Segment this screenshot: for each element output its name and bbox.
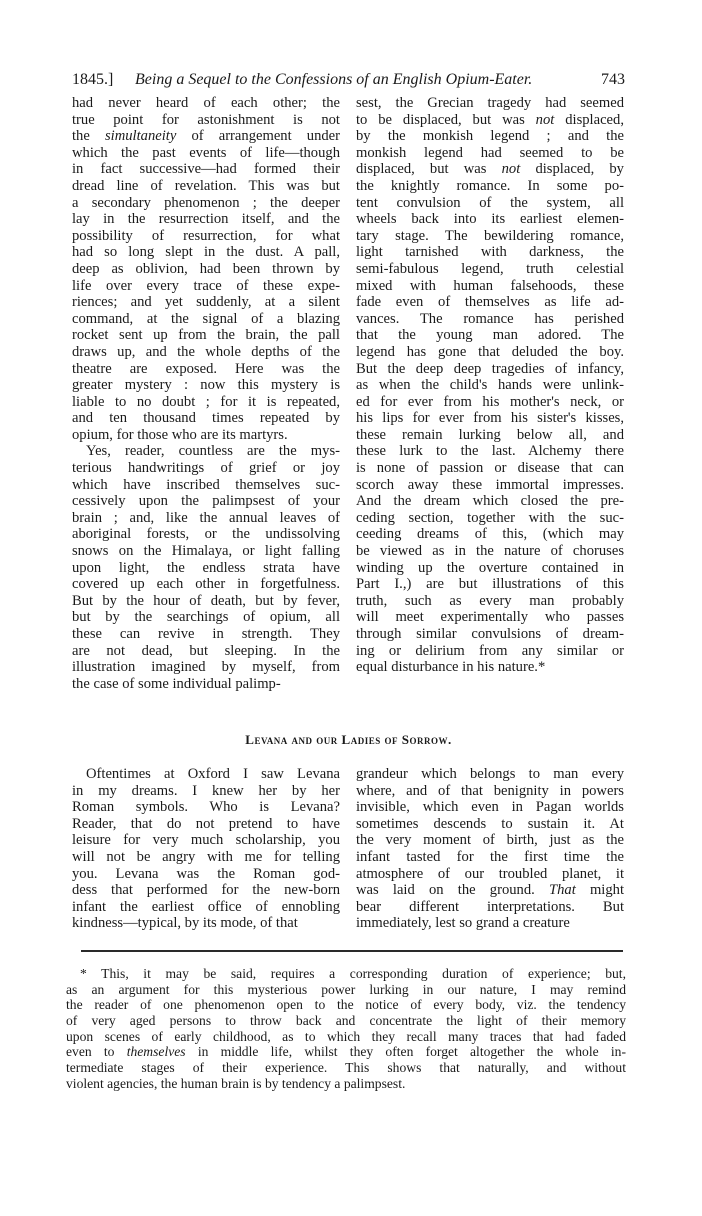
section-heading: Levana and our Ladies of Sorrow. [245,732,452,747]
text-line: deep as oblivion, had been thrown by [72,260,340,277]
text-line: kindness—typical, by its mode, of that [72,915,298,932]
text-line: Reader, that do not pretend to have [72,815,340,832]
text-line: will meet experimentally who passes [356,609,624,626]
text-line: these can revive in strength. They [72,626,340,642]
text-line: his lips for ever from his sister's kisses, [356,410,624,427]
text-line: termediate stages of their experience. This shows that naturally, and without [66,1060,626,1076]
text-line: dess that performed for the new-born [72,882,340,899]
text-line: Yes, reader, countless are the mys- [86,443,340,460]
text-line: Oftentimes at Oxford I saw Levana [86,766,340,782]
text-line: you. Levana was the Roman god- [72,865,340,882]
text-line: lay in the resurrection itself, and the [72,211,340,228]
text-line: brain ; and, like the annual leaves of [72,509,340,526]
text-line: cessively upon the palimpsest of your [72,493,340,510]
text-line: possibility of resurrection, for what [72,227,340,244]
text-line: leisure for very much scholarship, you [72,832,340,849]
text-line: riences; and yet suddenly, at a silent [72,294,340,311]
text-line: the reader of one phenomenon open to the notice of every body, viz. the tendency [66,997,626,1013]
text-line: the knightly romance. In some po- [356,177,624,194]
text-line: sest, the Grecian tragedy had seemed [356,95,624,111]
text-line: true point for astonishment is not [72,111,340,128]
text-line: ing or delirium from any similar or [356,642,624,659]
text-line: where, and of that benignity in powers [356,782,624,799]
text-line: dread line of revelation. This was but [72,177,340,194]
text-line: had so long slept in the dust. A pall, [72,244,340,261]
text-line: atmosphere of our troubled planet, it [356,865,624,882]
text-line: bear different interpretations. But [356,898,624,915]
text-line: truth, such as every man probably [356,592,624,609]
text-line: will not be angry with me for telling [72,848,340,865]
text-line: by the monkish legend ; and the [356,128,624,145]
text-line: equal disturbance in his nature.* [356,659,546,676]
text-line: And the dream which closed the pre- [356,493,624,510]
text-line: But the deep deep tragedies of infancy, [356,360,624,377]
text-line: vances. The romance has perished [356,310,624,327]
text-line: Roman symbols. Who is Levana? [72,799,340,816]
left-column-top [72,95,340,692]
text-line: infant the earliest office of ennobling [72,898,340,915]
text-line: snows on the Himalaya, or light falling [72,543,340,560]
text-line: was laid on the ground. That might [356,882,624,899]
text-line: monkish legend had seemed to be [356,144,624,161]
text-line: * This, it may be said, requires a corresponding duration of experience; but, [80,966,626,981]
text-line: the case of some individual palimp- [72,675,281,692]
text-line: even to themselves in middle life, whilst they often forget altogether the whole in- [66,1044,626,1060]
running-header [72,70,625,90]
text-line: greater mystery : now this mystery is [72,377,340,394]
text-line: these remain lurking below all, and [356,426,624,443]
text-line: upon light, the endless strata have [72,559,340,576]
text-line: upon scenes of early childhood, as to which they recall many traces that had faded [66,1028,626,1044]
text-line: a secondary phenomenon ; the deeper [72,194,340,211]
right-column-bottom [356,766,624,932]
text-line: Part I.,) are but illustrations of this [356,576,624,593]
text-line: illustration imagined by myself, from [72,659,340,676]
text-line: of very aged persons to throw back and concentrate the light of their memory [66,1013,626,1029]
text-line: terious handwritings of grief or joy [72,460,340,477]
text-line: violent agencies, the human brain is by tendency a palimpsest. [66,1075,406,1091]
text-line: through similar convulsions of dream- [356,626,624,642]
text-line: aboriginal forests, or the undissolving [72,526,340,543]
text-line: draws up, and the whole depths of the [72,343,340,360]
text-line: ed for ever from his mother's neck, or [356,393,624,410]
text-line: grandeur which belongs to man every [356,766,624,782]
text-line: command, at the signal of a blazing [72,310,340,327]
text-line: to be displaced, but was not displaced, [356,111,624,128]
text-line: the simultaneity of arrangement under [72,128,340,145]
text-line: fade even of themselves as life ad- [356,294,624,311]
text-line: which the past events of life—though [72,144,340,161]
text-line: immediately, lest so grand a creature [356,915,570,932]
text-line: but by the searchings of opium, all [72,609,340,626]
text-line: semi-fabulous legend, truth celestial [356,260,624,277]
header-year: 1845.] [72,71,114,88]
text-line: and ten thousand times repeated by [72,410,340,427]
text-line: rocket sent up from the brain, the pall [72,327,340,344]
text-line: light tarnished with darkness, the [356,244,624,261]
text-line: But by the hour of death, but by fever, [72,592,340,609]
text-line: displaced, but was not displaced, by [356,161,624,178]
page-number: 743 [601,71,625,88]
text-line: in my dreams. I knew her by her [72,782,340,799]
text-line: ceding section, together with the suc- [356,509,624,526]
text-line: infant tasted for the first time the [356,848,624,865]
text-line: ceeding dreams of this, (which may [356,526,624,543]
text-line: as when the child's hands were unlink- [356,377,624,394]
text-line: are not dead, but sleeping. In the [72,642,340,659]
text-line: these lurk to the last. Alchemy there [356,443,624,460]
text-line: life over every trace of these expe- [72,277,340,294]
text-line: winding up the overture contained in [356,559,624,576]
text-line: opium, for those who are its martyrs. [72,426,288,443]
text-line: in fact successive—had formed their [72,161,340,178]
text-line: be viewed as in the nature of choruses [356,543,624,560]
text-line: covered up each other in forgetfulness. [72,576,340,593]
footnote [66,966,626,1092]
text-line: theatre are exposed. Here was the [72,360,340,377]
text-line: scorch away these immortal impresses. [356,476,624,493]
header-title: Being a Sequel to the Confessions of an English Opium-Eater. [135,71,533,88]
text-line: is none of passion or disease that can [356,460,624,477]
text-line: invisible, which even in Pagan worlds [356,799,624,816]
text-line: the very moment of birth, just as the [356,832,624,849]
text-line: wheels back into its earliest elemen- [356,211,624,228]
left-column-bottom [72,766,340,932]
text-line: that the young man adored. The [356,327,624,344]
text-line: which have inscribed themselves suc- [72,476,340,493]
text-line: legend has gone that deluded the boy. [356,343,624,360]
text-line: as an argument for this mysterious power lurking in our nature, I may remind [66,981,626,997]
right-column-top [356,95,624,676]
text-line: liable to no doubt ; for it is repeated, [72,393,340,410]
text-line: had never heard of each other; the [72,95,340,111]
footnote-divider [81,950,623,952]
text-line: sometimes descends to sustain it. At [356,815,624,832]
text-line: tary stage. The bewildering romance, [356,227,624,244]
text-line: mixed with human falsehoods, these [356,277,624,294]
text-line: tent convulsion of the system, all [356,194,624,211]
